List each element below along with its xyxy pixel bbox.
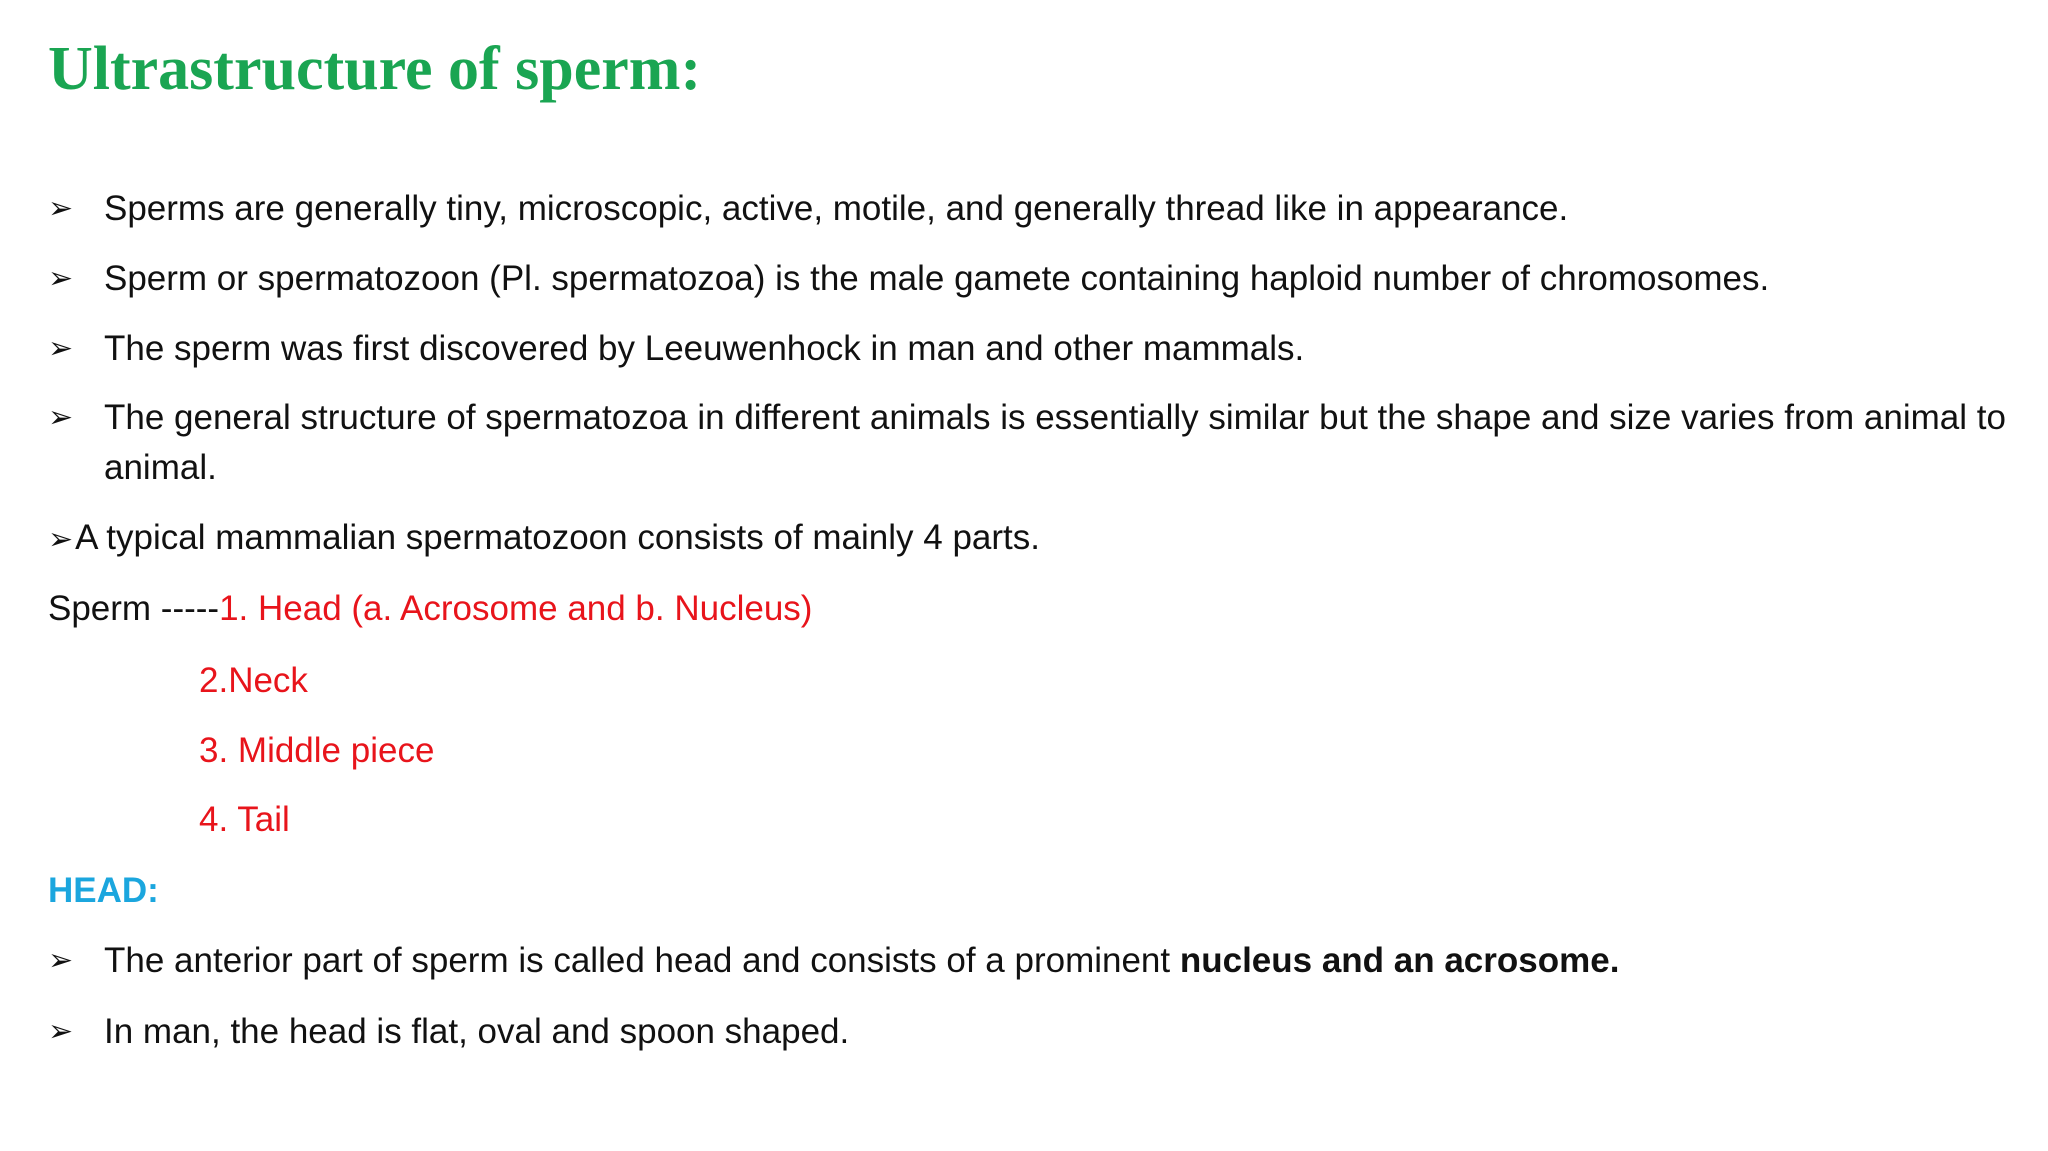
arrowhead-bullet-icon: ➢: [48, 943, 74, 978]
bullet-text: The general structure of spermatozoa in different animals is essentially similar but the shape and size varies from animal to animal.: [104, 398, 2006, 487]
arrowhead-bullet-icon: ➢: [48, 1014, 74, 1049]
bullet-text: The sperm was first discovered by Leeuwenhock in man and other mammals.: [104, 329, 1305, 368]
bullet-text: Sperm or spermatozoon (Pl. spermatozoa) is the male gamete containing haploid number of chromosomes.: [104, 259, 1770, 298]
sperm-parts-line: [48, 584, 812, 634]
arrowhead-bullet-icon: ➢: [48, 400, 74, 435]
part-neck: 2.Neck: [199, 661, 308, 700]
typical-parts-text: A typical mammalian spermatozoon consists of mainly 4 parts.: [75, 518, 1040, 557]
bullet-text: In man, the head is flat, oval and spoon shaped.: [104, 1012, 850, 1051]
head-bullet-bold-text: nucleus and an acrosome.: [1179, 941, 1620, 980]
bullet-text: [104, 936, 1619, 986]
sperm-parts-prefix: Sperm -----: [48, 589, 220, 628]
head-bullet-normal-text: The anterior part of sperm is called head and consists of a prominent: [104, 941, 1180, 980]
part-head: 1. Head (a. Acrosome and b. Nucleus): [219, 589, 813, 628]
arrowhead-bullet-icon: ➢: [48, 522, 74, 557]
head-section-heading: HEAD:: [48, 871, 159, 910]
part-tail: 4. Tail: [199, 800, 290, 839]
part-middle-piece: 3. Middle piece: [199, 731, 435, 770]
arrowhead-bullet-icon: ➢: [48, 331, 74, 366]
arrowhead-bullet-icon: ➢: [48, 261, 74, 296]
typical-parts-line: [48, 513, 1040, 565]
slide-title: Ultrastructure of sperm:: [48, 35, 702, 103]
bullet-text: Sperms are generally tiny, microscopic, active, motile, and generally thread like in appearance.: [104, 189, 1569, 228]
arrowhead-bullet-icon: ➢: [48, 191, 74, 226]
